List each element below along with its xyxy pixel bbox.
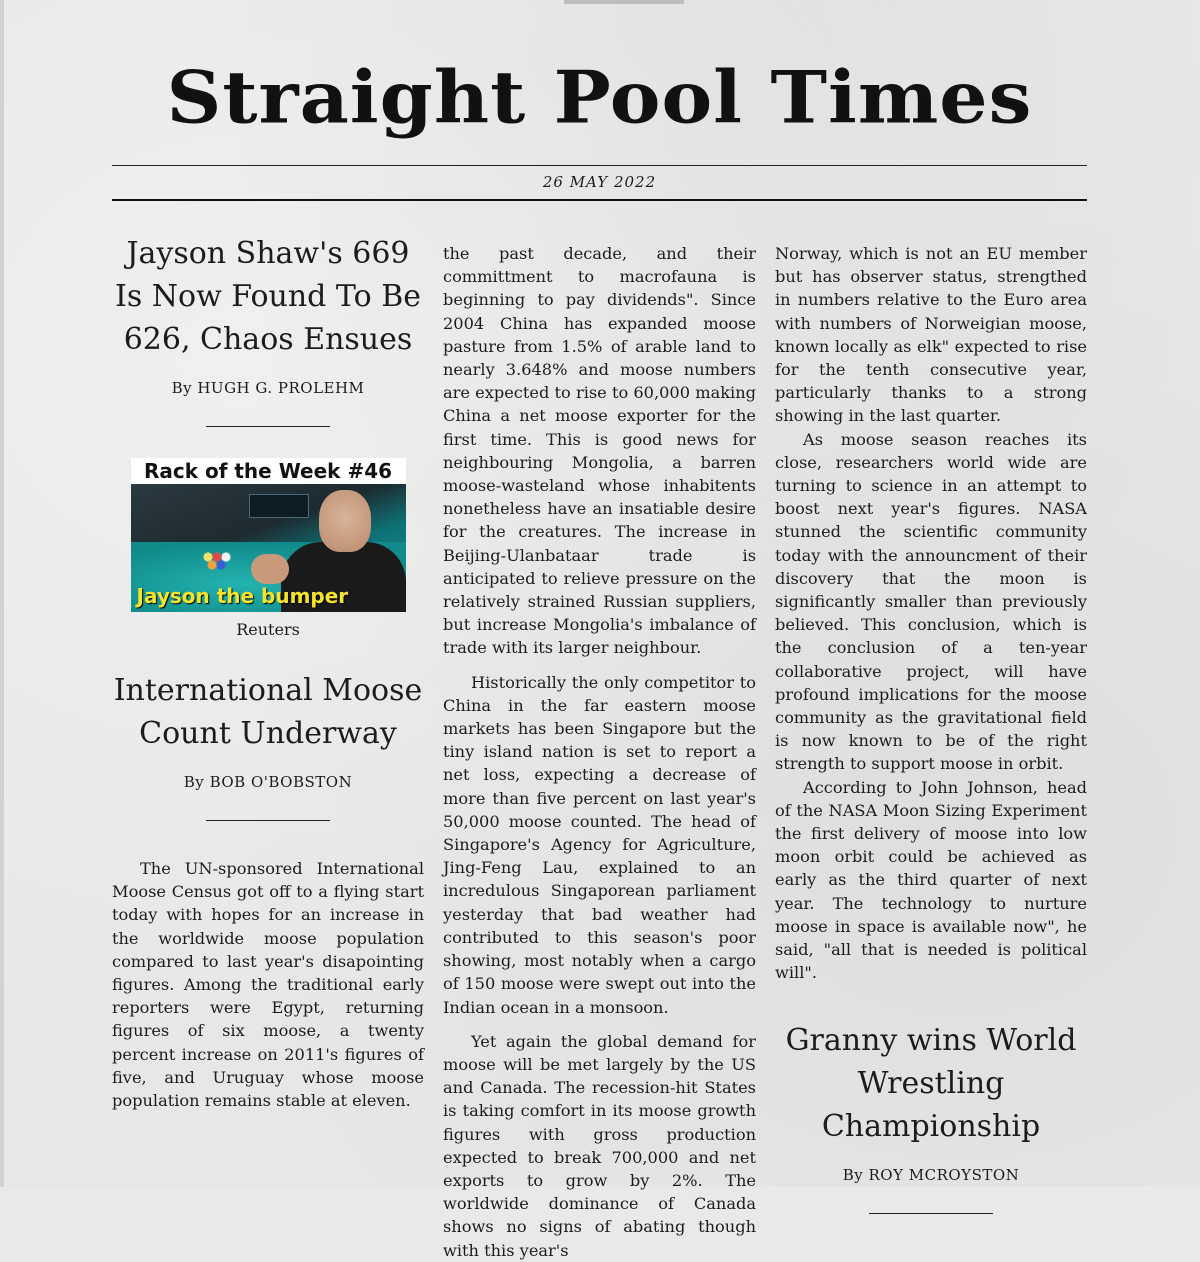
byline-author: ROY MCROYSTON: [868, 1165, 1020, 1184]
person-arm: [251, 554, 289, 584]
pool-balls: [203, 552, 233, 572]
article-paragraph: As moose season reaches its close, researchers world wide are turning to science in an attempt to boost next year's figures. NASA stunned the scientific community today with the announcment of their discovery that the moon is significantly smaller than previously believed. This conclusion, which is the conclusion of a ten-year collaborative project, will have profound implications for the moose community as the gravitational field is now known to be of the right strength to support moose in orbit.: [775, 429, 1087, 774]
photo: [131, 458, 406, 612]
byline-author: BOB O'BOBSTON: [209, 773, 353, 791]
column-1: [112, 228, 424, 1112]
article-paragraph: Norway, which is not an EU member but has observer status, strengthed in numbers relative to the Euro area with numbers of Norweigian moose, known locally as elk" expected to rise for the tenth consecutive year, particularly thanks to a strong showing in the last quarter.: [775, 244, 1087, 426]
masthead: Straight Pool Times: [166, 55, 1033, 140]
photo-banner: Rack of the Week #46: [131, 458, 406, 484]
article-paragraph: Yet again the global demand for moose will be met largely by the US and Canada. The recession-hit States is taking comfort in its moose growth figures with gross production expected to break 700,000 and net exports to grow by 2%. The worldwide dominance of Canada shows no signs of abating though with this year's: [443, 1031, 756, 1260]
page-edge: [0, 0, 4, 1187]
scoreboard: [249, 494, 309, 518]
byline-by: By: [171, 379, 193, 397]
headline-2: International Moose Count Underway: [113, 673, 423, 751]
separator-rule: [869, 1213, 993, 1214]
photo-credit: Reuters: [236, 620, 300, 639]
byline-3: [775, 1166, 1087, 1184]
separator-rule: [206, 820, 330, 821]
byline-by: By: [183, 773, 205, 791]
person-head: [319, 490, 371, 552]
top-tab: [564, 0, 684, 4]
headline-3: Granny wins World Wrestling Championship: [785, 1022, 1077, 1144]
masthead-rule-top: [112, 165, 1087, 166]
byline-1: [112, 379, 424, 397]
masthead-rule-bottom: [112, 199, 1087, 201]
column-2: [443, 242, 756, 1262]
article-paragraph: According to John Johnson, head of the NASA Moon Sizing Experiment the first delivery of moose into low moon orbit could be achieved as early as the third quarter of next year. The technology to nurture moose in space is available now", he said, "all that is needed is political will".: [775, 777, 1087, 983]
separator-rule: [206, 426, 330, 427]
article-paragraph: Historically the only competitor to China in the far eastern moose markets has been Singapore but the tiny island nation is set to report a net loss, expecting a decrease of more than five percent on last year's 50,000 moose counted. The head of Singapore's Agency for Agriculture, Jing-Feng Lau, explained to an incredulous Singaporean parliament yesterday that bad weather had contributed to this season's poor showing, most notably when a cargo of 150 moose were swept out into the Indian ocean in a monsoon.: [443, 672, 756, 1017]
photo-overlay-text: Jayson the bumper: [136, 584, 349, 608]
column-3: [775, 242, 1087, 1214]
headline-1: Jayson Shaw's 669 Is Now Found To Be 626, Chaos Ensues: [114, 236, 421, 357]
byline-2: [112, 773, 424, 791]
article-paragraph: the past decade, and their committment to macrofauna is beginning to pay dividends". Since 2004 China has expanded moose pasture from 1.5% of arable land to nearly 3.648% and moose numbers are expected to rise to 60,000 making China a net moose exporter for the first time. This is good news for neighbouring Mongolia, a barren moose-wasteland whose inhabitents nonetheless have an insatiable desire for the creatures. The increase in Beijing-Ulanbataar trade is anticipated to relieve pressure on the relatively strained Russian suppliers, but increase Mongolia's imbalance of trade with its larger neighbour.: [443, 244, 756, 658]
article-paragraph: The UN-sponsored International Moose Census got off to a flying start today with hopes for an increase in the worldwide moose population compared to last year's disapointing figures. Among the traditional early reporters were Egypt, returning figures of six moose, a twenty percent increase on 2011's figures of five, and Uruguay whose moose population remains stable at eleven.: [112, 859, 424, 1111]
byline-by: By: [842, 1165, 864, 1184]
byline-author: HUGH G. PROLEHM: [197, 379, 365, 397]
dateline: 26 MAY 2022: [542, 173, 657, 191]
